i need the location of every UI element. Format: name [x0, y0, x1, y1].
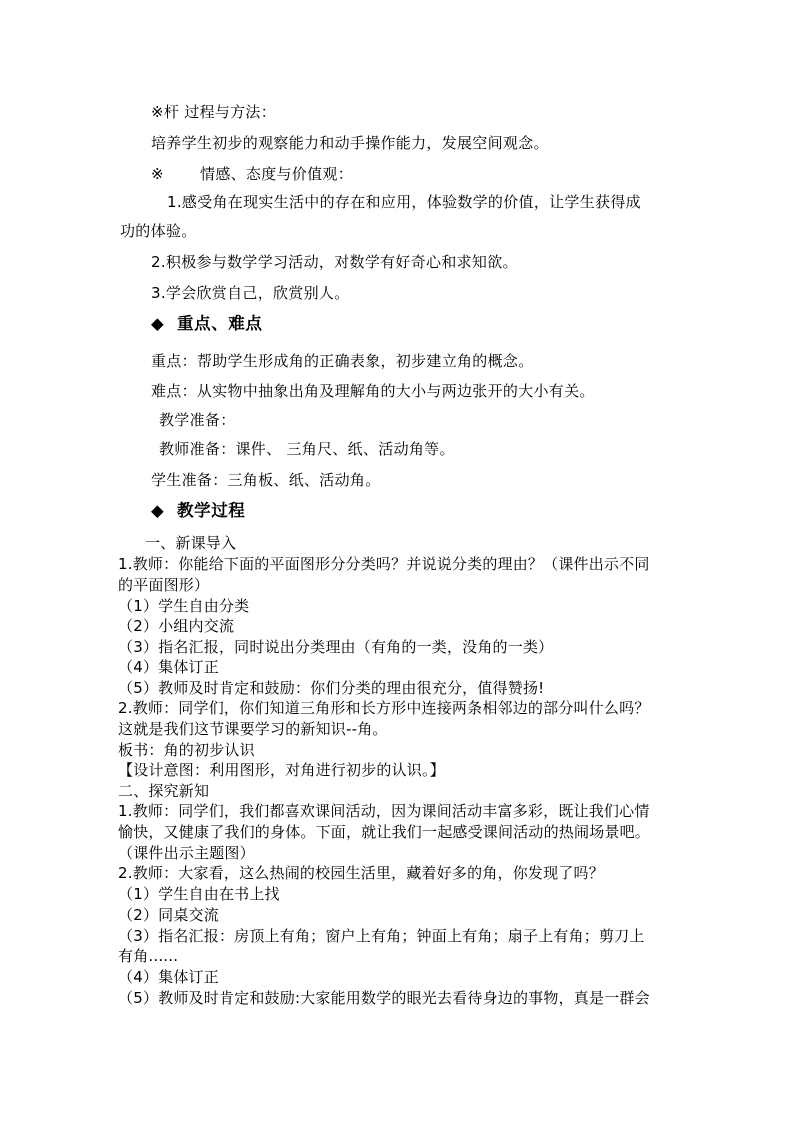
- process-line: （4）集体订正: [118, 968, 219, 986]
- process-line: 2.教师：大家看，这么热闹的校园生活里，藏着好多的角，你发现了吗？: [118, 864, 604, 882]
- teaching-prep-heading: 教学准备：: [159, 411, 236, 429]
- process-line: 这就是我们这节课要学习的新知识--角。: [118, 720, 388, 738]
- blackboard-title: 板书：角的初步认识: [118, 741, 255, 759]
- process-method-heading: ※杆 过程与方法：: [151, 103, 277, 121]
- process-method-text: 培养学生初步的观察能力和动手操作能力，发展空间观念。: [151, 134, 549, 152]
- goal-item-1-cont: 功的体验。: [120, 222, 197, 240]
- diamond-bullet-icon: ◆: [151, 501, 165, 520]
- goal-item-1: 1.感受角在现实生活中的存在和应用，体验数学的价值，让学生获得成: [167, 193, 641, 211]
- process-line: （1）学生自由在书上找: [118, 885, 280, 903]
- goal-item-3: 3.学会欣赏自己，欣赏别人。: [151, 284, 350, 302]
- emotion-heading-line: [151, 164, 353, 184]
- section-intro-heading: 一、新课导入: [145, 534, 237, 552]
- process-line: 有角......: [118, 947, 179, 965]
- process-line: 2.教师：同学们，你们知道三角形和长方形中连接两条相邻边的部分叫什么吗？: [118, 699, 650, 717]
- process-line: （1）学生自由分类: [118, 597, 250, 615]
- key-point-text: 重点：帮助学生形成角的正确表象，初步建立角的概念。: [151, 352, 534, 370]
- process-line: （5）教师及时肯定和鼓励：你们分类的理由很充分，值得赞扬!: [118, 679, 545, 697]
- student-prep-text: 学生准备：三角板、纸、活动角。: [151, 471, 381, 489]
- process-line: （2）小组内交流: [118, 617, 235, 635]
- process-line: 愉快，又健康了我们的身体。下面，就让我们一起感受课间活动的热闹场景吧。: [118, 823, 651, 841]
- design-intent: 【设计意图：利用图形，对角进行初步的认识。】: [118, 761, 445, 779]
- teaching-process-title: 教学过程: [177, 501, 246, 520]
- key-points-heading: [151, 313, 263, 335]
- process-line: （2）同桌交流: [118, 906, 219, 924]
- section-explore-heading: 二、探究新知: [118, 782, 210, 800]
- process-line: （4）集体订正: [118, 658, 219, 676]
- process-line: 的平面图形）: [118, 576, 210, 594]
- key-points-title: 重点、难点: [177, 314, 263, 333]
- diamond-bullet-icon: ◆: [151, 314, 165, 333]
- emotion-heading-text: 情感、态度与价值观：: [200, 165, 354, 183]
- process-line: （3）指名汇报：房顶上有角；窗户上有角；钟面上有角；扇子上有角；剪刀上: [118, 927, 645, 945]
- teacher-prep-text: 教师准备：课件、 三角尺、纸、活动角等。: [159, 440, 455, 458]
- process-line: （3）指名汇报，同时说出分类理由（有角的一类，没角的一类）: [118, 638, 554, 656]
- process-line: （5）教师及时肯定和鼓励:大家能用数学的眼光去看待身边的事物，真是一群会: [118, 989, 650, 1007]
- difficult-point-text: 难点：从实物中抽象出角及理解角的大小与两边张开的大小有关。: [151, 382, 595, 400]
- reference-mark: ※: [151, 165, 164, 183]
- goal-item-2: 2.积极参与数学学习活动，对数学有好奇心和求知欲。: [151, 253, 518, 271]
- teaching-process-heading: [151, 500, 245, 522]
- process-line: （课件出示主题图）: [118, 844, 255, 862]
- process-line: 1.教师：同学们，我们都喜欢课间活动，因为课间活动丰富多彩，既让我们心情: [118, 802, 650, 820]
- process-line: 1.教师：你能给下面的平面图形分分类吗？并说说分类的理由？（课件出示不同: [118, 555, 650, 573]
